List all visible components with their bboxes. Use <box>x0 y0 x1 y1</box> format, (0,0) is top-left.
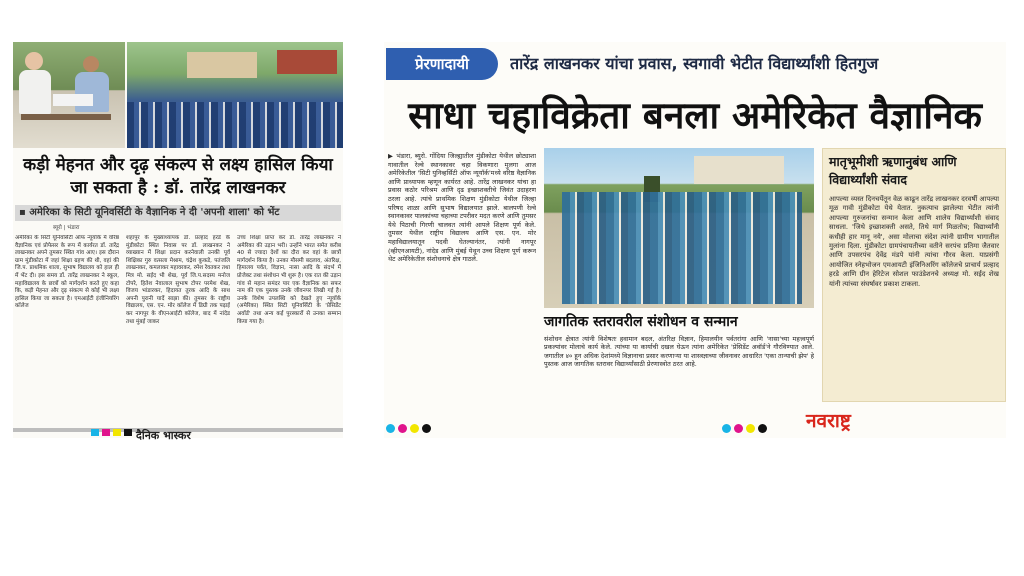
left-byline: ब्यूरो | भंडारा <box>53 225 80 231</box>
left-column-3: उच्च शिक्षा प्राप्त कर डॉ. तारेंद्र लाखनकर ने अमेरिका की उड़ान भरी। उन्होंने भारत समेत करीब 40 से ज्यादा देशों का दौरा कर वहां के छात्रों मार्गदर्शन किया है। उनका मौसमी बदलाव, अंतरिक्ष, हिमालय पर्वत, विज्ञान, नासा आदि के संदर्भ में प्रोजेक्ट तथा संशोधन भी शुरू है। एक रात की उड़ान गांव से महान समंदर पार एक वैज्ञानिक का सफर नाम की एक पुस्तक उनके जीवनपर लिखी गई है। उनके विशेष उपलब्धि को देखते हुए न्यूयॉर्क (अमेरिका) स्थित सिटी यूनिवर्सिटी के 'प्रेसिडेंट अवॉर्ड' तथा अन्य कई पुरस्कारों से उनका सम्मान किया गया है। <box>237 235 341 325</box>
left-photo-interview <box>13 42 125 148</box>
left-headline: कड़ी मेहनत और दृढ़ संकल्प से लक्ष्य हासिल किया जा सकता है : डॉ. तारेंद्र लाखनकर <box>23 155 333 198</box>
left-registration-marks <box>91 421 135 438</box>
left-paper-name: दैनिक भास्कर <box>136 429 191 442</box>
left-column-2: शहापुर के मुख्याध्यापक डॉ. प्रल्हाद हरडे के मुंडीकोटा स्थित निवास पर डॉ. लाखनकर ने व्याख्यान में शिक्षा प्रदान करनेवाली उनकी पूर्व शिक्षिका गुरु वत्सला मेश्राम, चंद्रेश कुकडे, पतंजलि लाखनकर, कमलाकर महावरकर, रमेश रेवतकर तथा मित्र मो. सईद भी शेख, पूर्व जि.प.सदस्य मनोज टोपरे, हितेश नेवालाल सुभाष टोपर परमेश शेख, विजय भांडारकर, हिदायत तुरक आदि के साथ अपनी पुरानी यादें साझा की। तुमसर के राष्ट्रीय विद्यालय, एस. एन. मोर कॉलेज में डिग्री तक पढ़ाई कर नागपुर के वीएनआईटी कॉलेज, बाद में नांदेड तथा मुंबई जाकर <box>126 235 230 325</box>
right-clipping <box>384 42 1006 438</box>
right-registration-marks-right <box>722 418 770 437</box>
left-clipping <box>13 42 343 438</box>
right-subhead: जागतिक स्तरावरील संशोधन व सन्मान <box>544 314 738 330</box>
left-column-1: अमेरिका के सिटी यूनिवर्सिटी ऑफ न्यूयॉर्क में वरिष्ठ वैज्ञानिक एवं प्रोफेसर के रूप में कार्यरत डॉ. तारेंद्र लाखनकर अपने तुमसर स्थित गांव आए। इस दौरान ग्राम मुंडीकोटा में जहां शिक्षा ग्रहण की थी, वहां की जि.प. प्राथमिक शाला, सुभाष विद्यालय को हाल ही में भेंट दी। इस समय डॉ. तारेंद्र लाखनकर ने स्कूल, महाविद्यालय के छात्रों को मार्गदर्शन करते हुए कहा कि, कड़ी मेहनत और दृढ़ संकल्प से कोई भी लक्ष्य हासिल किया जा सकता है। एमआईटी इंजीनियरिंग कॉलेज <box>15 235 119 310</box>
right-registration-marks-left <box>386 418 434 437</box>
sidebar-text: आपल्या व्यस्त दिनचर्येतून वेळ काढून तारेंद्र लाखनकर दरवर्षी आपल्या मूळ गावी मुंडीकोटा येथे येतात. नुकत्याच झालेल्या भेटीत त्यांनी आपल्या गुरुजनांचा सन्मान केला आणि शालेय विद्यार्थ्यांशी संवाद साधला. 'जिथे इच्छाशक्ती असते, तिथे मार्ग मिळतोच; विद्यार्थ्यांनी कधीही हार मानू नये', असा मोलाचा संदेश त्यांनी ग्रामीण भागातील मुलांना दिला. मुंडीकोटा ग्रामपंचायतीच्या वतीने सरपंच प्रतिमा जैतवार आणि उपसरपंच देवेंद्र मंडपे यांनी त्यांचा गौरव केला. याप्रसंगी आयोजित स्नेहभोजन एमआयटी इंजिनिअरिंग कॉलेजचे प्राचार्य प्रल्हाद हरडे आणि ग्रीन हेरिटेज सोशल फाउंडेशनचे अध्यक्ष मो. सईद शेख यांनी त्यांच्या संघर्षावर प्रकाश टाकला. <box>829 195 999 288</box>
right-lead-article: ▶ भंडारा, ब्युरो. गोंदिया जिल्ह्यातील मुंडीकोटा येथील छोट्याशा गावातील रेल्वे स्थानकावर चहा विकणारा मुलगा आज अमेरिकेतील 'सिटी युनिव्हर्सिटी ऑफ न्यूयॉर्क'मध्ये वरिष्ठ वैज्ञानिक आणि प्राध्यापक म्हणून कार्यरत आहे. तारेंद्र लाखनकर यांचा हा प्रवास कठोर परिश्रम आणि दृढ इच्छाशक्तीचे जिवंत उदाहरण ठरला आहे. त्यांचे प्राथमिक शिक्षण मुंडीकोटा येथील जिल्हा परिषद शाळा आणि सुभाष विद्यालयात झाले. बालपणी रेल्वे स्थानकावर पालकांच्या चहाच्या टपरीवर मदत करणे आणि तुमसर येथे पिठाची गिरणी चालवत त्यांनी आपले शिक्षण पूर्ण केले. तुमसर येथील राष्ट्रीय विद्यालय आणि एस. एन. मोर महाविद्यालयातून पदवी घेतल्यानंतर, त्यांनी नागपूर (व्हीएनआयटी), नांदेड आणि मुंबई येथून उच्च शिक्षण पूर्ण करून थेट अमेरिकेतील संशोधनाचे क्षेत्र गाठले. <box>388 152 536 264</box>
right-research-text: संशोधन क्षेत्रात त्यांनी विशेषतः हवामान बदल, अंतरिक्ष विज्ञान, हिमालयीन पर्वतरांगा आणि 'नासा'च्या महत्त्वपूर्ण प्रकल्पांवर मोलाचे कार्य केले. त्यांच्या या कार्याची दखल घेऊन त्यांना अमेरिकेत 'प्रेसिडेंट अवॉर्ड'ने गौरविण्यात आले. जगातील ४० हून अधिक देशांमध्ये विज्ञानाचा प्रसार करणाऱ्या या शास्त्रज्ञाच्या जीवनावर आधारित 'एका तान्याची झेप' हे पुस्तक आज जागतिक स्तरावर विद्यार्थ्यांसाठी प्रेरणास्त्रोत ठरत आहे. <box>544 335 814 369</box>
left-subheadline: ▪ अमेरिका के सिटी यूनिवर्सिटी के वैज्ञानिक ने दी 'अपनी शाला' को भेंट <box>15 205 341 221</box>
sidebar-title: मातृभूमीशी ऋणानुबंध आणि विद्यार्थ्यांशी संवाद <box>829 154 957 187</box>
right-paper-name: नवराष्ट्र <box>806 410 851 432</box>
right-sidebar <box>822 148 1006 402</box>
kicker-badge: प्रेरणादायी <box>386 48 498 80</box>
left-photo-school-gathering <box>127 42 343 148</box>
right-photo-school-assembly <box>544 148 814 308</box>
right-headline: साधा चहाविक्रेता बनला अमेरिकेत वैज्ञानिक <box>408 94 982 137</box>
kicker-text: तारेंद्र लाखनकर यांचा प्रवास, स्वगावी भेटीत विद्यार्थ्यांशी हितगुज <box>510 54 879 73</box>
